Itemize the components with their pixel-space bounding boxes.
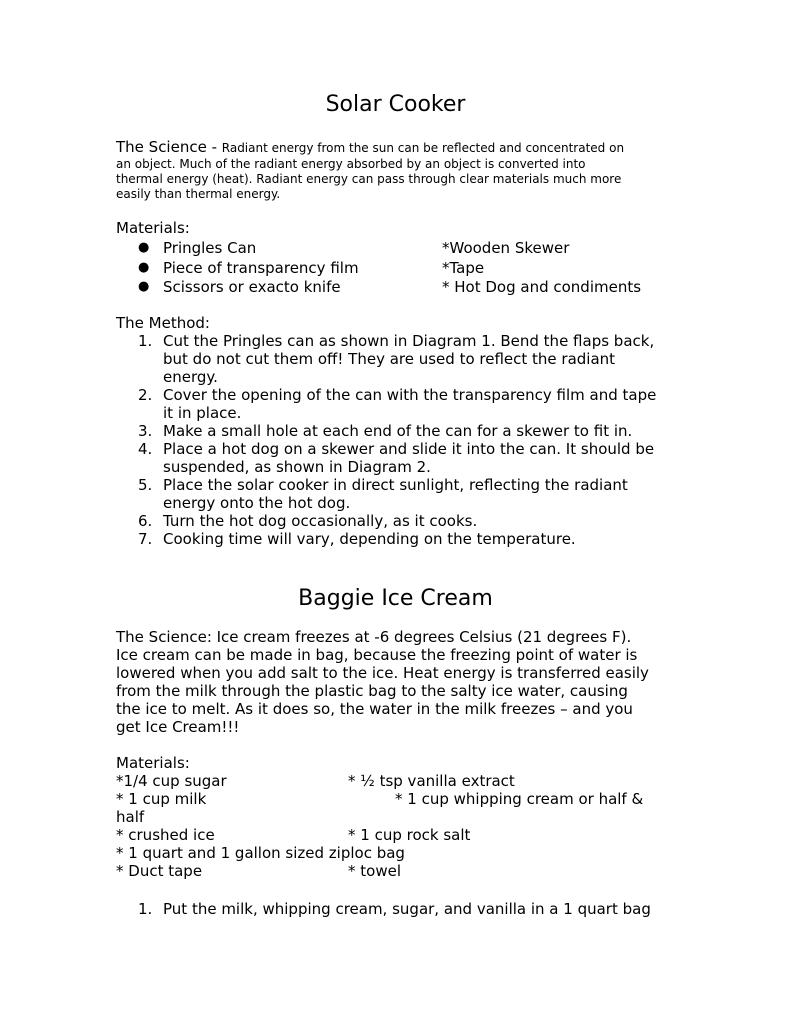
step-4-line-2: suspended, as shown in Diagram 2. <box>163 458 431 476</box>
step-number: 2. <box>138 386 153 404</box>
ice-material-rock-salt: * 1 cup rock salt <box>348 826 471 844</box>
step-number: 1. <box>138 332 153 350</box>
ice-material-whipping-cream: * 1 cup whipping cream or half & <box>395 790 644 808</box>
ice-science-line-5: the ice to melt. As it does so, the water in the milk freezes – and you <box>116 700 633 718</box>
ice-science-line-1: The Science: Ice cream freezes at -6 degrees Celsius (21 degrees F). <box>116 628 632 646</box>
ice-material-crushed-ice: * crushed ice <box>116 826 215 844</box>
solar-science-line-3: thermal energy (heat). Radiant energy can pass through clear materials much more <box>116 172 622 186</box>
step-2-line-1: Cover the opening of the can with the transparency film and tape <box>163 386 657 404</box>
step-3-line-1: Make a small hole at each end of the can for a skewer to fit in. <box>163 422 633 440</box>
solar-science-line-1 <box>116 138 624 157</box>
bullet-icon: ● <box>138 279 150 294</box>
bullet-icon: ● <box>138 260 150 275</box>
solar-method-heading: The Method: <box>116 314 210 332</box>
step-6-line-1: Turn the hot dog occasionally, as it cooks. <box>163 512 478 530</box>
solar-material-right-1: *Wooden Skewer <box>442 239 570 257</box>
step-1-line-1: Cut the Pringles can as shown in Diagram 1. Bend the flaps back, <box>163 332 655 350</box>
ice-material-milk: * 1 cup milk <box>116 790 207 808</box>
step-number: 4. <box>138 440 153 458</box>
step-5-line-2: energy onto the hot dog. <box>163 494 351 512</box>
ice-materials-heading: Materials: <box>116 754 190 772</box>
step-5-line-1: Place the solar cooker in direct sunlight, reflecting the radiant <box>163 476 628 494</box>
ice-step-1: Put the milk, whipping cream, sugar, and vanilla in a 1 quart bag <box>163 900 651 918</box>
step-4-line-1: Place a hot dog on a skewer and slide it into the can. It should be <box>163 440 655 458</box>
solar-material-right-3: * Hot Dog and condiments <box>442 278 642 296</box>
step-7-line-1: Cooking time will vary, depending on the temperature. <box>163 530 576 548</box>
step-1-line-3: energy. <box>163 368 218 386</box>
step-number: 3. <box>138 422 153 440</box>
solar-material-left-3: Scissors or exacto knife <box>163 278 341 296</box>
ice-material-ziploc: * 1 quart and 1 gallon sized ziploc bag <box>116 844 405 862</box>
ice-material-duct-tape: * Duct tape <box>116 862 203 880</box>
solar-materials-heading: Materials: <box>116 219 190 237</box>
ice-cream-title: Baggie Ice Cream <box>298 586 493 611</box>
solar-science-line-2: an object. Much of the radiant energy absorbed by an object is converted into <box>116 157 586 171</box>
step-1-line-2: but do not cut them off! They are used to reflect the radiant <box>163 350 616 368</box>
solar-cooker-title: Solar Cooker <box>325 92 466 117</box>
ice-material-sugar: *1/4 cup sugar <box>116 772 227 790</box>
ice-science-line-4: from the milk through the plastic bag to the salty ice water, causing <box>116 682 628 700</box>
solar-material-right-2: *Tape <box>442 259 485 277</box>
solar-material-left-2: Piece of transparency film <box>163 259 359 277</box>
step-number: 7. <box>138 530 153 548</box>
ice-material-towel: * towel <box>348 862 401 880</box>
ice-material-whipping-cream-wrap: half <box>116 808 145 826</box>
ice-science-line-3: lowered when you add salt to the ice. Heat energy is transferred easily <box>116 664 649 682</box>
ice-material-vanilla: * ½ tsp vanilla extract <box>348 772 515 790</box>
step-number: 5. <box>138 476 153 494</box>
step-2-line-2: it in place. <box>163 404 242 422</box>
solar-science-line-4: easily than thermal energy. <box>116 187 281 201</box>
solar-material-left-1: Pringles Can <box>163 239 257 257</box>
step-number: 1. <box>138 900 153 918</box>
bullet-icon: ● <box>138 240 150 255</box>
ice-science-line-2: Ice cream can be made in bag, because the freezing point of water is <box>116 646 638 664</box>
solar-science-text: Radiant energy from the sun can be reflected and concentrated on <box>221 141 625 155</box>
ice-science-line-6: get Ice Cream!!! <box>116 718 240 736</box>
step-number: 6. <box>138 512 153 530</box>
solar-science-label: The Science - <box>116 138 222 156</box>
